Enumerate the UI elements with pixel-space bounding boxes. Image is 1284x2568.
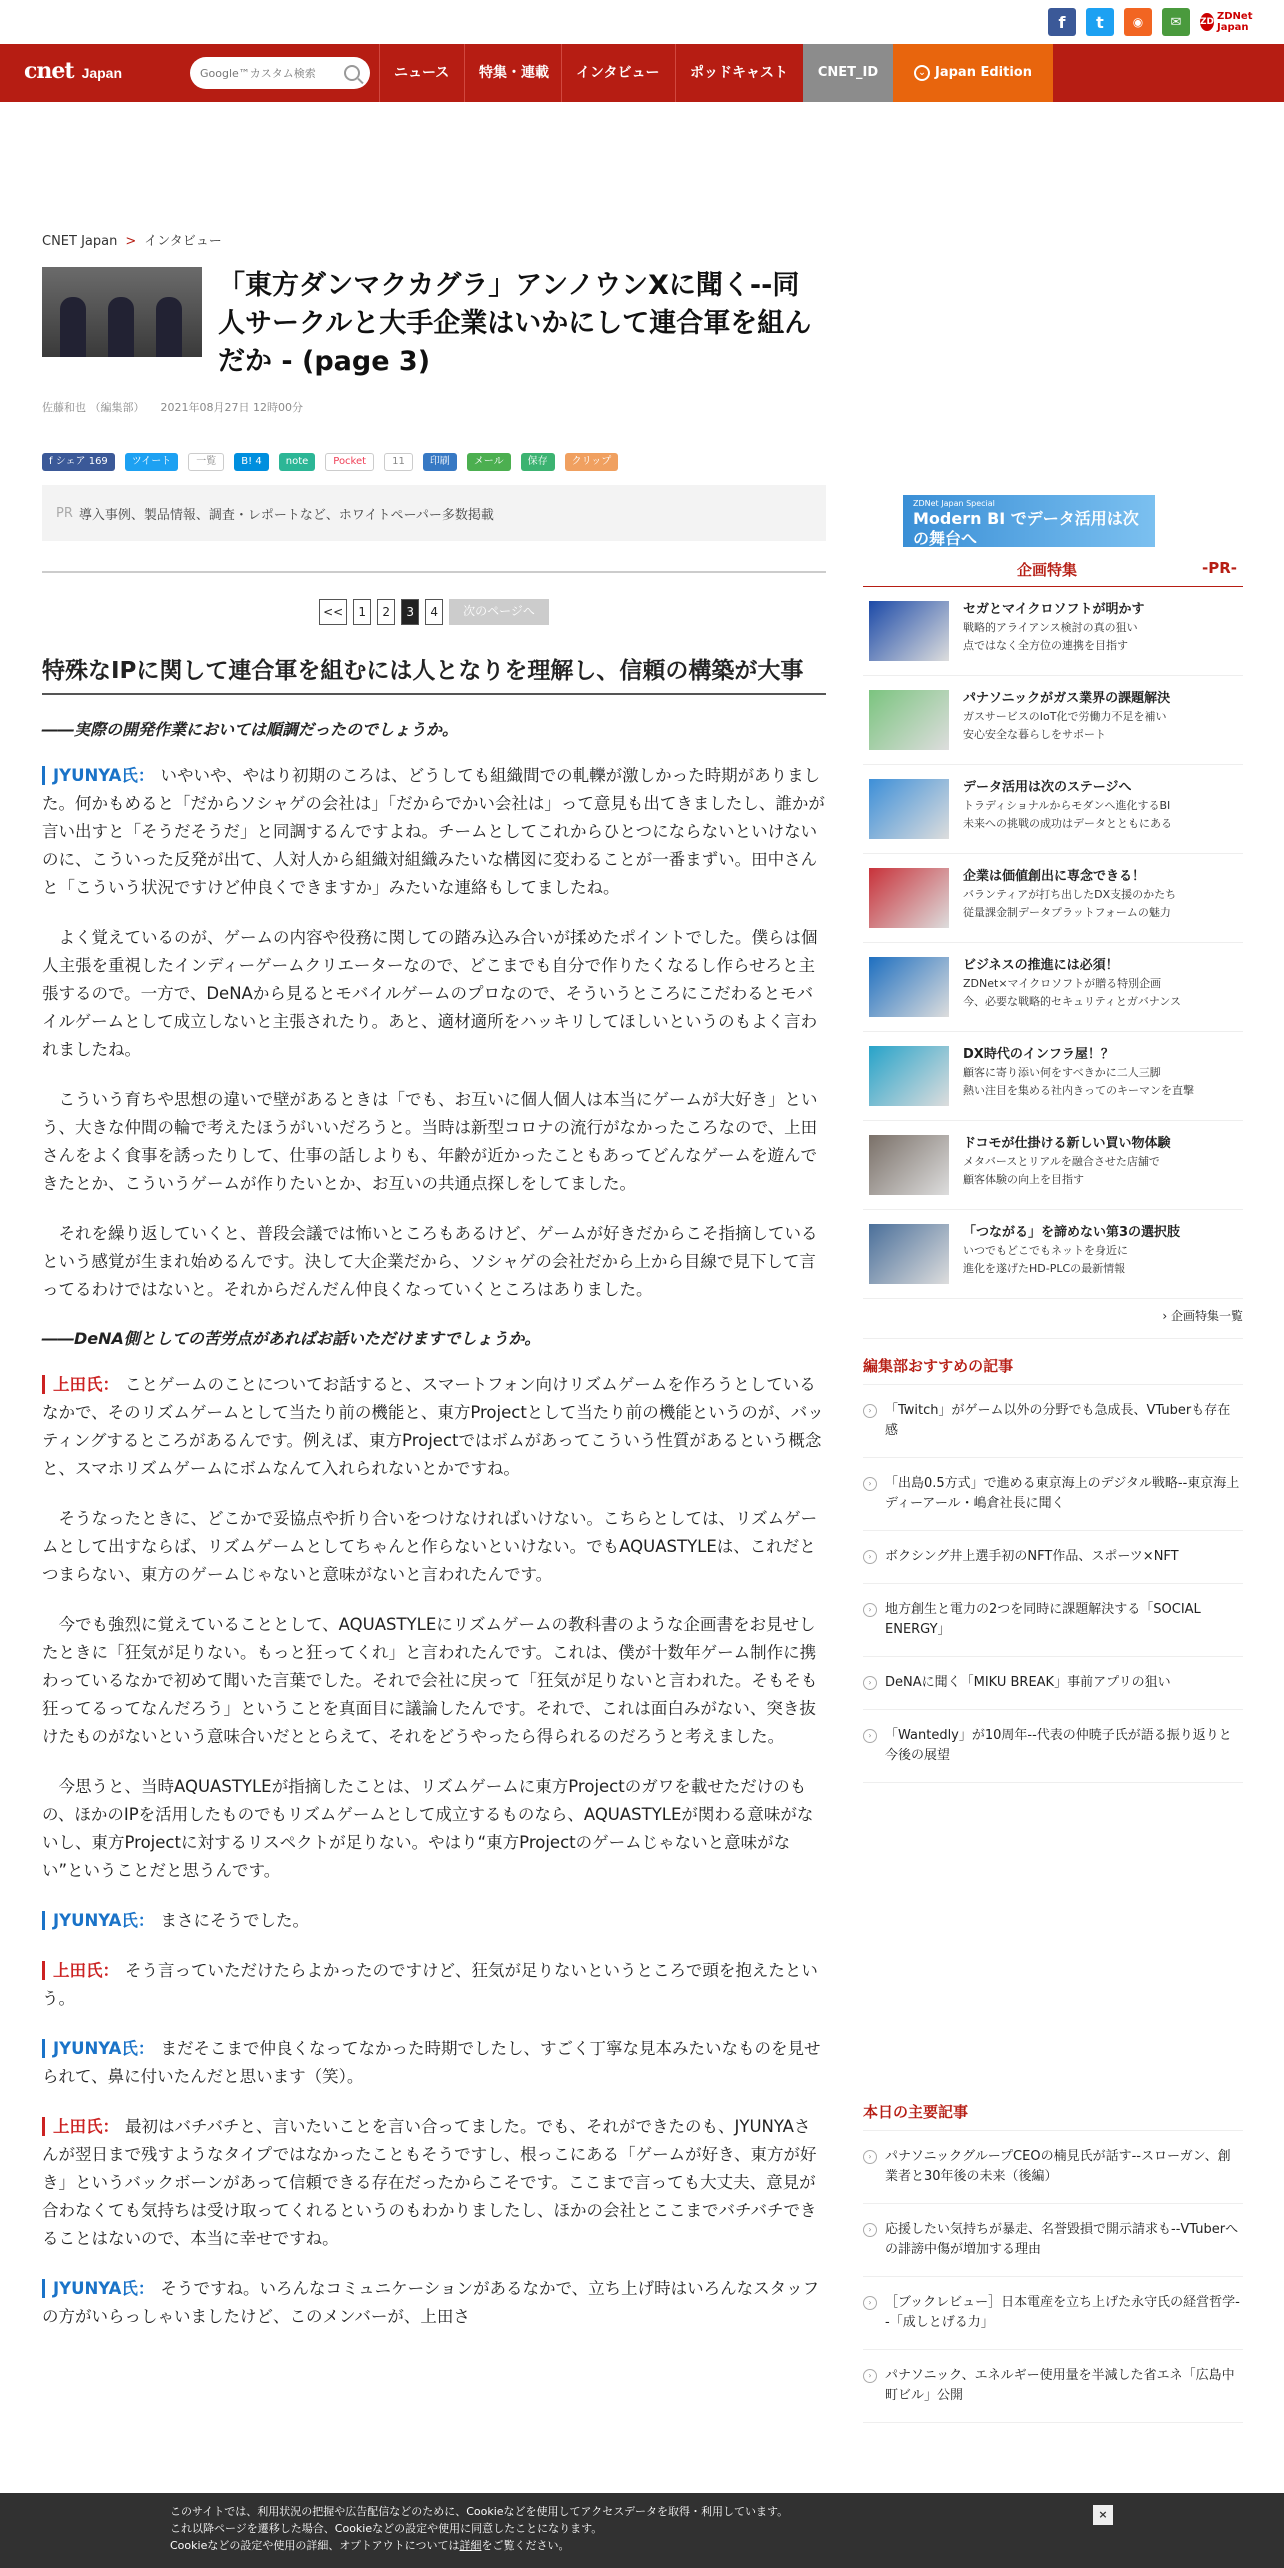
nav-japan-edition[interactable] (893, 44, 1053, 102)
paragraph-text: まだそこまで仲良くなってなかった時期でしたし、すごく丁寧な見本みたいなものを見せられて、鼻に付いたんだと思います（笑）。 (42, 2039, 821, 2086)
special-item-title: パナソニックがガス業界の課題解決 (963, 691, 1171, 706)
special-thumbnail (869, 957, 949, 1017)
breadcrumb (42, 230, 826, 249)
chevron-right-icon: › (863, 1676, 877, 1690)
special-item[interactable] (863, 587, 1243, 676)
special-item-desc: いつでもどこでもネットを身近に (963, 1244, 1128, 1257)
special-thumbnail (869, 601, 949, 661)
speaker-label: 上田氏： (42, 1375, 119, 1394)
cookie-line-1: このサイトでは、利用状況の把握や広告配信などのために、Cookieなどを使用してアクセスデータを取得・利用しています。 (170, 2505, 789, 2518)
article-link-text: パナソニックグループCEOの楠見氏が話す--スローガン、創業者と30年後の未来（後編） (885, 2149, 1231, 2184)
paragraph-text: ことゲームのことについてお話すると、スマートフォン向けリズムゲームを作ろうとしているなかで、そのリズムゲームとして当たり前の機能と、東方Projectとして当たり前の機能というのが、バッティングするところがあるんです。例えば、東方Projectではボムがあってこういう性質があるという概念と、スマホリズムゲームにボムなんて入れられないとかですね。 (42, 1375, 824, 1478)
special-item-desc: トラディショナルからモダンへ進化するBI (963, 799, 1171, 812)
special-item[interactable] (863, 676, 1243, 765)
paragraph-text: まさにそうでした。 (160, 1911, 309, 1930)
special-item-desc: 戦略的アライアンス検討の真の狙い (963, 621, 1138, 634)
chevron-right-icon: › (863, 1477, 877, 1491)
article-link-text: 「Twitch」がゲーム以外の分野でも急成長、VTuberも存在感 (885, 1403, 1231, 1438)
chevron-right-icon: › (863, 1729, 877, 1743)
search-input[interactable] (190, 57, 370, 89)
special-item-desc: ガスサービスのIoT化で労働力不足を補い (963, 710, 1167, 723)
zdnet-label: ZDNet Japan (1217, 11, 1253, 33)
special-item-title: データ活用は次のステージへ (963, 780, 1132, 795)
paragraph (42, 2275, 826, 2331)
close-icon[interactable]: × (1093, 2505, 1113, 2525)
tweet-list-link[interactable]: 一覧 (188, 453, 224, 471)
paragraph: それを繰り返していくと、普段会議では怖いところもあるけど、ゲームが好きだからこそ指摘しているという感覚が生まれ始めるんです。決して大企業だから、ソシャゲの会社だから上から目線で見下して言ってるわけではないと。それからだんだん仲良くなっていくところはありました。 (42, 1224, 818, 1299)
chevron-right-icon: › (863, 2369, 877, 2383)
pr-label: PR (56, 505, 73, 521)
mail-icon[interactable]: ✉ (1162, 8, 1190, 36)
special-item-desc: 顧客体験の向上を目指す (963, 1173, 1084, 1186)
chevron-right-icon: › (863, 2296, 877, 2310)
special-pr: -PR- (1202, 559, 1237, 577)
speaker-label: 上田氏： (42, 1961, 119, 1980)
cnet-japan-logo[interactable] (24, 58, 122, 84)
special-item-title: ビジネスの推進には必須！ (963, 958, 1119, 973)
zdnet-logo[interactable]: ZD ZDNet Japan (1200, 8, 1270, 36)
special-item-desc: メタバースとリアルを融合させた店舗で (963, 1155, 1160, 1168)
question: ――実際の開発作業においては順調だったのでしょうか。 (42, 720, 459, 739)
pagination (42, 599, 826, 625)
article-link[interactable] (863, 1385, 1243, 1458)
special-item[interactable] (863, 1210, 1243, 1299)
speaker-label: JYUNYA氏： (42, 766, 154, 785)
article-link-text: 「出島0.5方式」で進める東京海上のデジタル戦略--東京海上ディーアール・嶋倉社長に聞く (885, 1476, 1240, 1511)
section-heading: 特殊なIPに関して連合軍を組むには人となりを理解し、信頼の構築が大事 (42, 653, 826, 695)
article-link-text: 応援したい気持ちが暴走、名誉毀損で開示請求も--VTuberへの誹謗中傷が増加する理由 (885, 2222, 1239, 2257)
publish-date: 2021年08月27日 12時00分 (160, 401, 303, 414)
pocket-button[interactable]: Pocket (325, 453, 374, 471)
cookie-line-3b: をご覧ください。 (481, 2539, 570, 2552)
nav-cnet-id[interactable]: CNET_ID (803, 44, 893, 102)
note-button[interactable]: note (279, 453, 316, 471)
special-item-desc: ZDNet×マイクロソフトが贈る特別企画 (963, 977, 1162, 990)
speaker-label: 上田氏： (42, 2117, 119, 2136)
special-item-desc: 点ではなく全方位の連携を目指す (963, 639, 1128, 652)
page-title: 「東方ダンマクカグラ」アンノウンXに聞く--同人サークルと大手企業はいかにして連合軍を組んだか - (page 3) (218, 270, 812, 377)
pagination-first[interactable]: << (319, 599, 347, 625)
special-thumbnail (869, 1224, 949, 1284)
cookie-text (170, 2503, 788, 2554)
special-item-desc: 熱い注目を集める社内きってのキーマンを直撃 (963, 1084, 1194, 1097)
rss-icon[interactable]: ◉ (1124, 8, 1152, 36)
article-link-text: 地方創生と電力の2つを同時に課題解決する「SOCIAL ENERGY」 (885, 1602, 1201, 1637)
breadcrumb-home[interactable]: CNET Japan (42, 234, 118, 249)
special-item-desc: 今、必要な戦略的セキュリティとガバナンス (963, 995, 1182, 1008)
nav-features[interactable]: 特集・連載 (464, 44, 563, 102)
print-button[interactable]: 印刷 (423, 453, 457, 471)
hatena-bookmark-button[interactable]: B! 4 (234, 453, 268, 471)
paragraph: こういう育ちや思想の違いで壁があるときは「でも、お互いに個人個人は本当にゲームが大好き」という、大きな仲間の輪で考えたほうがいいだろうと。当時は新型コロナの流行がなかったころなので、上田さんをよく食事を誘ったりして、仕事の話しよりも、年齢が近かったこともあってどんなゲームを遊んできたとか、こういうゲームが作りたいとか、お互いの共通点探しをしてました。 (42, 1090, 818, 1193)
special-item[interactable] (863, 854, 1243, 943)
article-link[interactable] (863, 2131, 1243, 2204)
speaker-label: JYUNYA氏： (42, 2039, 154, 2058)
article-thumbnail (42, 267, 202, 357)
main-articles-header: 本日の主要記事 (863, 2101, 1243, 2131)
paragraph: 今思うと、当時AQUASTYLEが指摘したことは、リズムゲームに東方Projectのガワを載せただけのもの、ほかのIPを活用したものでもリズムゲームとして成立するものなら、AQUASTYLEが関わる意味がないし、東方Projectに対するリスペクトが足りない。やはり“東方Projectのゲームじゃないと意味がない”ということだと思うんです。 (42, 1777, 814, 1880)
special-item-desc: バランティアが打ち出したDX支援のかたち (963, 888, 1177, 901)
article-link[interactable] (863, 1458, 1243, 1531)
article-link-text: DeNAに聞く「MIKU BREAK」事前アプリの狙い (885, 1675, 1171, 1690)
pagination-page-4[interactable]: 4 (425, 599, 443, 625)
article-link-text: パナソニック、エネルギー使用量を半減した省エネ「広島中町ビル」公開 (885, 2368, 1235, 2403)
clip-button[interactable]: クリップ (565, 453, 619, 471)
special-item[interactable] (863, 943, 1243, 1032)
paragraph (42, 1907, 826, 1935)
logo-sub: Japan (81, 65, 123, 81)
paragraph-text: 最初はバチバチと、言いたいことを言い合ってました。でも、それができたのも、JYUNYAさんが翌日まで残すようなタイプではなかったこともそうですし、根っこにある「ゲームが好き、東方が好き」というバックボーンがあって信頼できる存在だったからこそです。ここまで言っても大丈夫、意見が合わなくても気持ちは受け取ってくれるというのもわかりましたし、ほかの会社とここまでバチバチできることはないので、本当に幸せですね。 (42, 2117, 817, 2248)
hatena-count: 4 (255, 456, 262, 467)
byline (42, 399, 826, 415)
article-link[interactable] (863, 2350, 1243, 2423)
pocket-count: 11 (384, 453, 413, 471)
paragraph (42, 2113, 826, 2253)
cookie-line-2: これ以降ページを遷移した場合、Cookieなどの設定や使用に同意したことになります。 (170, 2522, 603, 2535)
breadcrumb-separator: > (125, 234, 137, 249)
banner-small: ZDNet Japan Special (913, 499, 995, 508)
recommended-header: 編集部おすすめの記事 (863, 1355, 1243, 1385)
sidebar (863, 495, 1243, 2423)
paragraph-text: いやいや、やはり初期のころは、どうしても組織間での軋轢が激しかった時期がありました。何かもめると「だからソシャゲの会社は」「だからでかい会社は」って意見も出てきましたし、誰かが言い出すと「そうだそうだ」と同調するんですよね。チームとしてこれからひとつにならないといけないのに、こういった反発が出て、人対人から組織対組織みたいな構図に変わることが一番まずい。田中さんと「こういう状況ですけど仲良くできますか」みたいな連絡もしてましたね。 (42, 766, 825, 897)
search-placeholder: Google™カスタム検索 (200, 67, 316, 80)
chevron-right-icon: › (863, 2223, 877, 2237)
cookie-banner (0, 2493, 1284, 2568)
nav-podcast[interactable]: ポッドキャスト (675, 44, 802, 102)
article-link[interactable] (863, 1584, 1243, 1657)
special-title: 企画特集 (1017, 561, 1078, 579)
special-item-desc: 未来への挑戦の成功はデータとともにある (963, 817, 1172, 830)
breadcrumb-interview[interactable]: インタビュー (144, 234, 222, 249)
more-label: 企画特集一覧 (1170, 1309, 1243, 1323)
special-item-desc: 進化を遂げたHD-PLCの最新情報 (963, 1262, 1126, 1275)
speaker-label: JYUNYA氏： (42, 2279, 154, 2298)
special-header (863, 559, 1243, 587)
article-link-text: ボクシング井上選手初のNFT作品、スポーツ×NFT (885, 1549, 1179, 1564)
tweet-button[interactable] (125, 453, 179, 471)
special-item-desc: 安心安全な暮らしをサポート (963, 728, 1106, 741)
facebook-icon[interactable]: f (1048, 8, 1076, 36)
social-links (1048, 8, 1270, 36)
paragraph (42, 762, 826, 902)
special-thumbnail (869, 690, 949, 750)
pr-box[interactable] (42, 485, 826, 541)
article-link[interactable] (863, 2204, 1243, 2277)
paragraph (42, 1371, 826, 1483)
special-item-title: DX時代のインフラ屋！？ (963, 1047, 1114, 1062)
facebook-share-button[interactable]: f シェア 169 (42, 453, 115, 471)
special-thumbnail (869, 779, 949, 839)
save-button[interactable]: 保存 (521, 453, 555, 471)
edition-label: Japan Edition (935, 65, 1032, 80)
next-page-button[interactable]: 次のページへ (449, 599, 549, 625)
speaker-label: JYUNYA氏： (42, 1911, 154, 1930)
cookie-line-3 (170, 2537, 788, 2554)
share-bar (42, 453, 826, 471)
article-header (42, 267, 826, 381)
chevron-right-icon: › (863, 1550, 877, 1564)
chevron-right-icon: › (863, 1603, 877, 1617)
special-item-title: セガとマイクロソフトが明かす (963, 602, 1145, 617)
special-list (863, 587, 1243, 1299)
paragraph-text: そうですね。いろんなコミュニケーションがあるなかで、立ち上げ時はいろんなスタッフの方がいらっしゃいましたけど、このメンバーが、上田さ (42, 2279, 820, 2326)
tweet-label: ツイート (131, 456, 172, 467)
chevron-right-icon: › (863, 2150, 877, 2164)
paragraph: そうなったときに、どこかで妥協点や折り合いをつけなければいけない。こちらとしては、リズムゲームとして出すならば、リズムゲームとしてちゃんと作らないといけない。でもAQUASTYLEは、これだとつまらない、東方のゲームじゃないと意味がないと言われたんです。 (42, 1509, 818, 1584)
cookie-details-link[interactable]: 詳細 (459, 2539, 482, 2552)
fb-count: 169 (88, 456, 108, 467)
divider (42, 571, 826, 573)
article-link[interactable] (863, 1531, 1243, 1584)
cookie-line-3a: Cookieなどの設定や使用の詳細、オプトアウトについては (170, 2539, 460, 2552)
special-item-title: 企業は価値創出に専念できる！ (963, 869, 1146, 884)
special-more-link[interactable]: › 企画特集一覧 (863, 1307, 1243, 1339)
main-articles-list (863, 2131, 1243, 2423)
paragraph: 今でも強烈に覚えていることとして、AQUASTYLEにリズムゲームの教科書のような企画書をお見せしたときに「狂気が足りない。もっと狂ってくれ」と言われたんです。これは、僕が十数年ゲーム制作に携わっているなかで初めて聞いた言葉でした。それで会社に戻って「狂気が足りないと言われた。そもそも狂ってるってなんだろう」ということを真面目に議論したんです。それで、これは面白みがない、突き抜けたものがないという意味合いだととらえて、それをどうやったら得られるのだろうと考えました。 (42, 1615, 818, 1746)
recommended-list (863, 1385, 1243, 1783)
global-nav (0, 44, 1284, 102)
pagination-page-3-current: 3 (401, 599, 419, 625)
article-link[interactable] (863, 2277, 1243, 2350)
pr-text: 導入事例、製品情報、調査・レポートなど、ホワイトペーパー多数掲載 (78, 507, 494, 523)
twitter-icon[interactable]: t (1086, 8, 1114, 36)
special-item-desc: 従量課金制データプラットフォームの魅力 (963, 906, 1171, 919)
pagination-page-2[interactable]: 2 (377, 599, 395, 625)
article-link[interactable] (863, 1710, 1243, 1783)
mail-share-button[interactable]: メール (467, 453, 511, 471)
logo-text: cnet (24, 58, 74, 84)
banner-text: Modern BI でデータ活用は次の舞台へ (913, 509, 1139, 548)
top-utility-bar (0, 0, 1284, 44)
article-link-text: 「Wantedly」が10周年--代表の仲暁子氏が語る振り返りと今後の展望 (885, 1728, 1232, 1763)
search-icon[interactable] (344, 65, 360, 81)
pagination-page-1[interactable]: 1 (353, 599, 371, 625)
chevron-down-icon: ⌄ (914, 65, 930, 81)
paragraph (42, 2035, 826, 2091)
special-thumbnail (869, 868, 949, 928)
paragraph: よく覚えているのが、ゲームの内容や役務に関しての踏み込み合いが揉めたポイントでした。僕らは個人主張を重視したインディーゲームクリエーターなので、どこまでも自分で作りたくなるし作らせろと主張するので。一方で、DeNAから見るとモバイルゲームのプロなので、そういうところにこだわるとモバイルゲームとして成立しないと主張されたり。あと、適材適所をハッキリしてほしいというのもよく言われましたね。 (42, 928, 818, 1059)
special-item-desc: 顧客に寄り添い何をすべきかに二人三脚 (963, 1066, 1161, 1079)
special-item-title: ドコモが仕掛ける新しい買い物体験 (963, 1136, 1171, 1151)
nav-news[interactable]: ニュース (379, 44, 463, 102)
author: 佐藤和也 （編集部） (42, 401, 145, 414)
article-main (42, 230, 826, 2331)
special-item-title: 「つながる」を諦めない第3の選択肢 (963, 1225, 1181, 1240)
question: ――DeNA側としての苦労点があればお話いただけますでしょうか。 (42, 1329, 541, 1348)
special-thumbnail (869, 1135, 949, 1195)
article-link-text: ［ブックレビュー］日本電産を立ち上げた永守氏の経営哲学--「成しとげる力」 (885, 2295, 1240, 2330)
paragraph (42, 1957, 826, 2013)
special-item[interactable] (863, 765, 1243, 854)
special-thumbnail (869, 1046, 949, 1106)
nav-interview[interactable]: インタビュー (561, 44, 673, 102)
article-link[interactable] (863, 1657, 1243, 1710)
special-item[interactable] (863, 1121, 1243, 1210)
ad-banner[interactable] (903, 495, 1155, 547)
paragraph-text: そう言っていただけたらよかったのですけど、狂気が足りないというところで頭を抱えたという。 (42, 1961, 818, 2008)
fb-label: シェア (55, 456, 86, 467)
special-item[interactable] (863, 1032, 1243, 1121)
chevron-right-icon: › (863, 1404, 877, 1418)
